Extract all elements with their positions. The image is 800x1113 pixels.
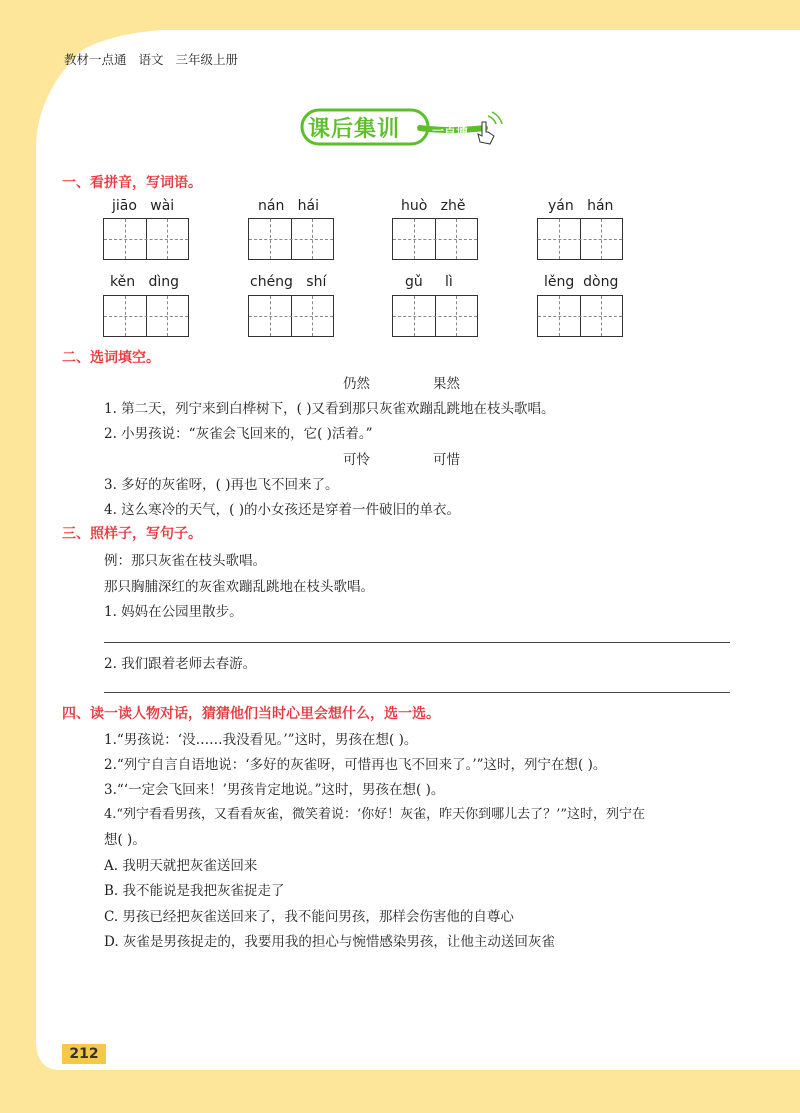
- writing-box-3[interactable]: [392, 218, 478, 260]
- pinyin-3: huò zhě: [401, 198, 466, 214]
- dialogue-question-4: 4.“列宁看看男孩，又看看灰雀，微笑着说：‘你好！灰雀，昨天你到哪儿去了？’”这时，列宁在: [104, 807, 645, 822]
- pinyin-7: gǔ lì: [405, 274, 453, 290]
- word-choice-2a: 可怜: [343, 452, 370, 468]
- pinyin-6: chéng shí: [250, 274, 327, 290]
- writing-box-6[interactable]: [248, 295, 334, 337]
- option-d[interactable]: D. 灰雀是男孩捉走的，我要用我的担心与惋惜感染男孩，让他主动送回灰雀: [104, 934, 555, 950]
- writing-box-7[interactable]: [392, 295, 478, 337]
- grade: 三年级上册: [175, 52, 239, 67]
- writing-box-4[interactable]: [537, 218, 623, 260]
- dialogue-question-2: 2.“列宁自言自语地说：‘多好的灰雀呀，可惜再也飞不回来了。’”这时，列宁在想( )。: [104, 757, 607, 773]
- section-3-title: 三、照样子，写句子。: [62, 526, 202, 542]
- writing-box-2[interactable]: [248, 218, 334, 260]
- dialogue-question-1: 1.“男孩说：‘没……我没看见。’”这时，男孩在想( )。: [104, 732, 418, 748]
- option-b[interactable]: B. 我不能说是我把灰雀捉走了: [104, 883, 285, 899]
- example-sentence: 例：那只灰雀在枝头歌唱。: [104, 553, 266, 569]
- banner-tag: 一点通: [432, 124, 469, 138]
- fill-question-2: 2. 小男孩说：“灰雀会飞回来的，它( )活着。”: [104, 426, 373, 442]
- rewrite-question-2: 2. 我们跟着老师去春游。: [104, 656, 257, 672]
- writing-box-5[interactable]: [103, 295, 189, 337]
- word-choice-1a: 仍然: [343, 376, 370, 392]
- page-number: 212: [62, 1044, 106, 1064]
- answer-line-1[interactable]: [104, 642, 730, 643]
- fill-question-3: 3. 多好的灰雀呀，( )再也飞不回来了。: [104, 477, 339, 493]
- fill-question-4: 4. 这么寒冷的天气，( )的小女孩还是穿着一件破旧的单衣。: [104, 502, 460, 518]
- fill-question-1: 1. 第二天，列宁来到白桦树下，( )又看到那只灰雀欢蹦乱跳地在枝头歌唱。: [104, 401, 555, 417]
- section-1-title: 一、看拼音，写词语。: [62, 175, 202, 191]
- option-a[interactable]: A. 我明天就把灰雀送回来: [104, 858, 258, 874]
- pinyin-5: kěn dìng: [110, 274, 179, 290]
- page-header: [64, 50, 246, 68]
- dialogue-question-3: 3.“‘一定会飞回来！’男孩肯定地说。”这时，男孩在想( )。: [104, 782, 445, 798]
- pinyin-1: jiāo wài: [112, 198, 175, 214]
- section-4-title: 四、读一读人物对话，猜猜他们当时心里会想什么，选一选。: [62, 706, 440, 722]
- example-answer: 那只胸脯深红的灰雀欢蹦乱跳地在枝头歌唱。: [104, 579, 374, 595]
- pinyin-2: nán hái: [258, 198, 320, 214]
- dialogue-question-4-cont: 想( )。: [104, 832, 146, 848]
- section-2-title: 二、选词填空。: [62, 350, 160, 366]
- writing-box-8[interactable]: [537, 295, 623, 337]
- pinyin-4: yán hán: [548, 198, 614, 214]
- word-choice-2b: 可惜: [433, 452, 460, 468]
- answer-line-2[interactable]: [104, 692, 730, 693]
- banner-title: 课后集训: [308, 117, 401, 142]
- writing-box-1[interactable]: [103, 218, 189, 260]
- rewrite-question-1: 1. 妈妈在公园里散步。: [104, 604, 243, 620]
- option-c[interactable]: C. 男孩已经把灰雀送回来了，我不能问男孩，那样会伤害他的自尊心: [104, 909, 514, 925]
- pointer-hand-icon: [478, 112, 502, 144]
- pinyin-8: lěng dòng: [544, 274, 619, 290]
- book-name: 教材一点通: [64, 52, 127, 67]
- subject: 语文: [138, 52, 164, 67]
- word-choice-1b: 果然: [433, 376, 460, 392]
